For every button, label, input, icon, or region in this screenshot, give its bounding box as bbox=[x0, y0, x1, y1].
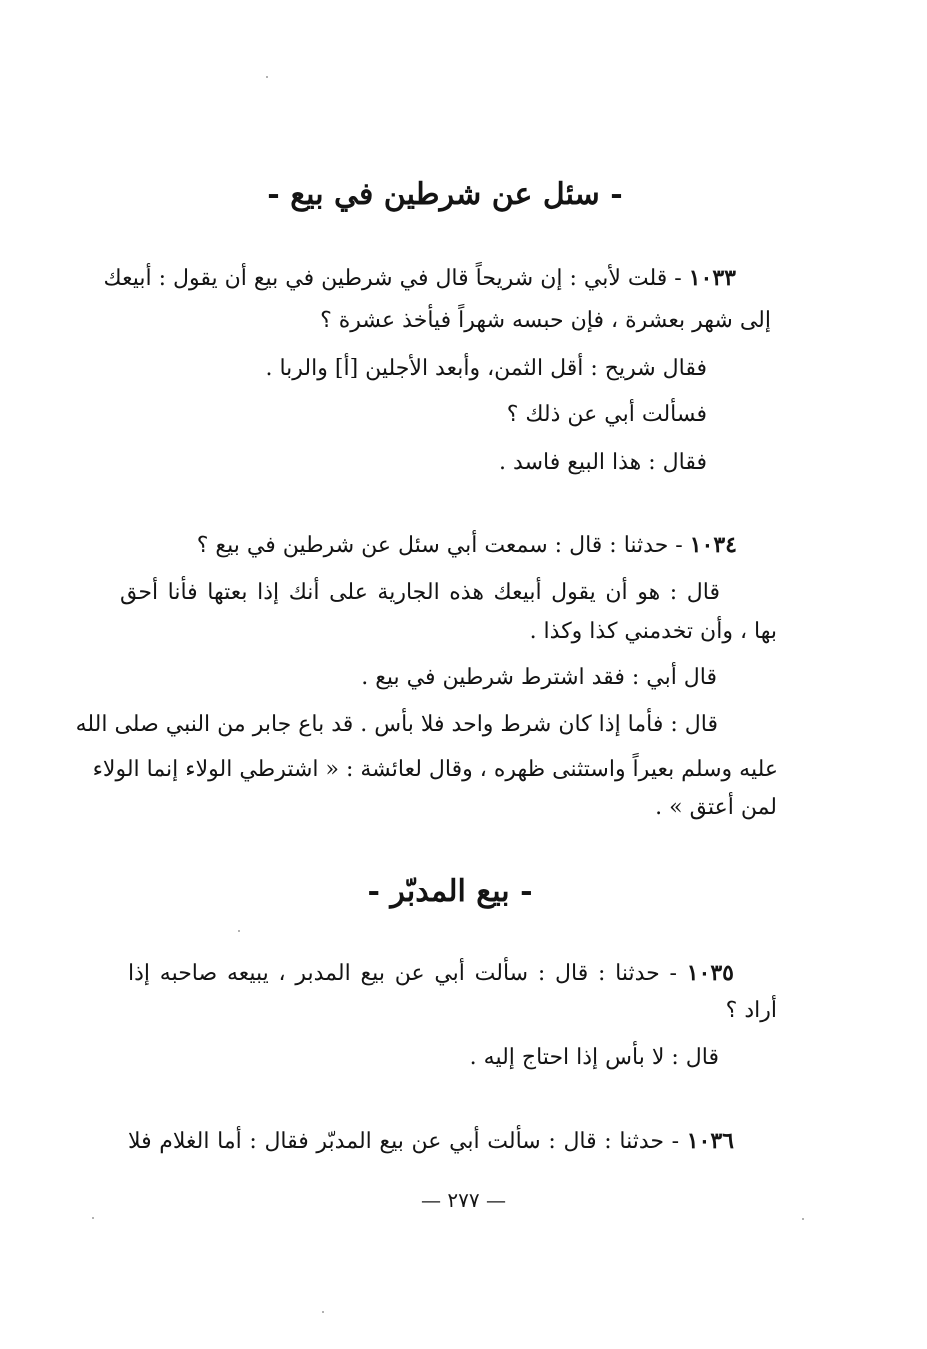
paragraph-1033-line-3: فقال شريح : أقل الثمن، وأبعد الأجلين [أ] والربا . bbox=[265, 356, 707, 381]
scan-speck bbox=[266, 76, 268, 78]
section-heading-mudabbar: - بيع المدبّر - bbox=[367, 874, 533, 909]
paragraph-number-1034: ١٠٣٤ bbox=[689, 532, 737, 558]
paragraph-1034-line-5: قال : فأما إذا كان شرط واحد فلا بأس . قد باع جابر من النبي صلى الله bbox=[75, 712, 718, 737]
paragraph-1034-line-7: لمن أعتق » . bbox=[655, 795, 777, 820]
paragraph-number-1036: ١٠٣٦ bbox=[686, 1128, 734, 1154]
paragraph-1034-line-4: قال أبي : فقد اشترط شرطين في بيع . bbox=[361, 665, 717, 690]
paragraph-1034-line-6: عليه وسلم بعيراً واستثنى ظهره ، وقال لعائشة : « اشترطي الولاء إنما الولاء bbox=[92, 757, 778, 782]
paragraph-number-1033: ١٠٣٣ bbox=[688, 265, 736, 291]
paragraph-1035-line-2: أراد ؟ bbox=[725, 998, 777, 1023]
paragraph-1033-line-4: فسألت أبي عن ذلك ؟ bbox=[506, 402, 707, 427]
paragraph-1036-text-1: - حدثنا : قال : سألت أبي عن بيع المدبّر فقال : أما الغلام فلا bbox=[128, 1129, 680, 1154]
paragraph-1036-line-1 bbox=[128, 1126, 734, 1157]
scan-speck bbox=[92, 1217, 94, 1219]
page-number: — ٢٧٧ — bbox=[421, 1188, 506, 1212]
paragraph-1033-line-1 bbox=[103, 263, 736, 294]
paragraph-1034-text-1: - حدثنا : قال : سمعت أبي سئل عن شرطين في بيع ؟ bbox=[196, 533, 683, 558]
paragraph-1033-line-5: فقال : هذا البيع فاسد . bbox=[499, 450, 707, 475]
paragraph-1035-line-1 bbox=[128, 958, 734, 989]
paragraph-1035-text-1: - حدثنا : قال : سألت أبي عن بيع المدبر ، يبيعه صاحبه إذا bbox=[128, 961, 677, 986]
paragraph-1035-line-3: قال : لا بأس إذا احتاج إليه . bbox=[469, 1045, 719, 1070]
paragraph-number-1035: ١٠٣٥ bbox=[686, 960, 734, 986]
scan-speck bbox=[802, 1218, 804, 1220]
paragraph-1034-line-1 bbox=[197, 530, 737, 561]
paragraph-1034-line-2: قال : هو أن يقول أبيعك هذه الجارية على أنك إذا بعتها فأنا أحق bbox=[120, 580, 720, 605]
paragraph-1034-line-3: بها ، وأن تخدمني كذا وكذا . bbox=[529, 619, 777, 644]
paragraph-1033-line-2: إلى شهر بعشرة ، فإن حبسه شهراً فيأخذ عشرة ؟ bbox=[320, 308, 771, 333]
paragraph-1033-text-1: - قلت لأبي : إن شريحاً قال في شرطين في بيع أن يقول : أبيعك bbox=[103, 266, 682, 291]
scan-speck bbox=[322, 1311, 324, 1313]
section-heading-conditions: - سئل عن شرطين في بيع - bbox=[267, 177, 623, 212]
scan-speck bbox=[238, 930, 240, 932]
